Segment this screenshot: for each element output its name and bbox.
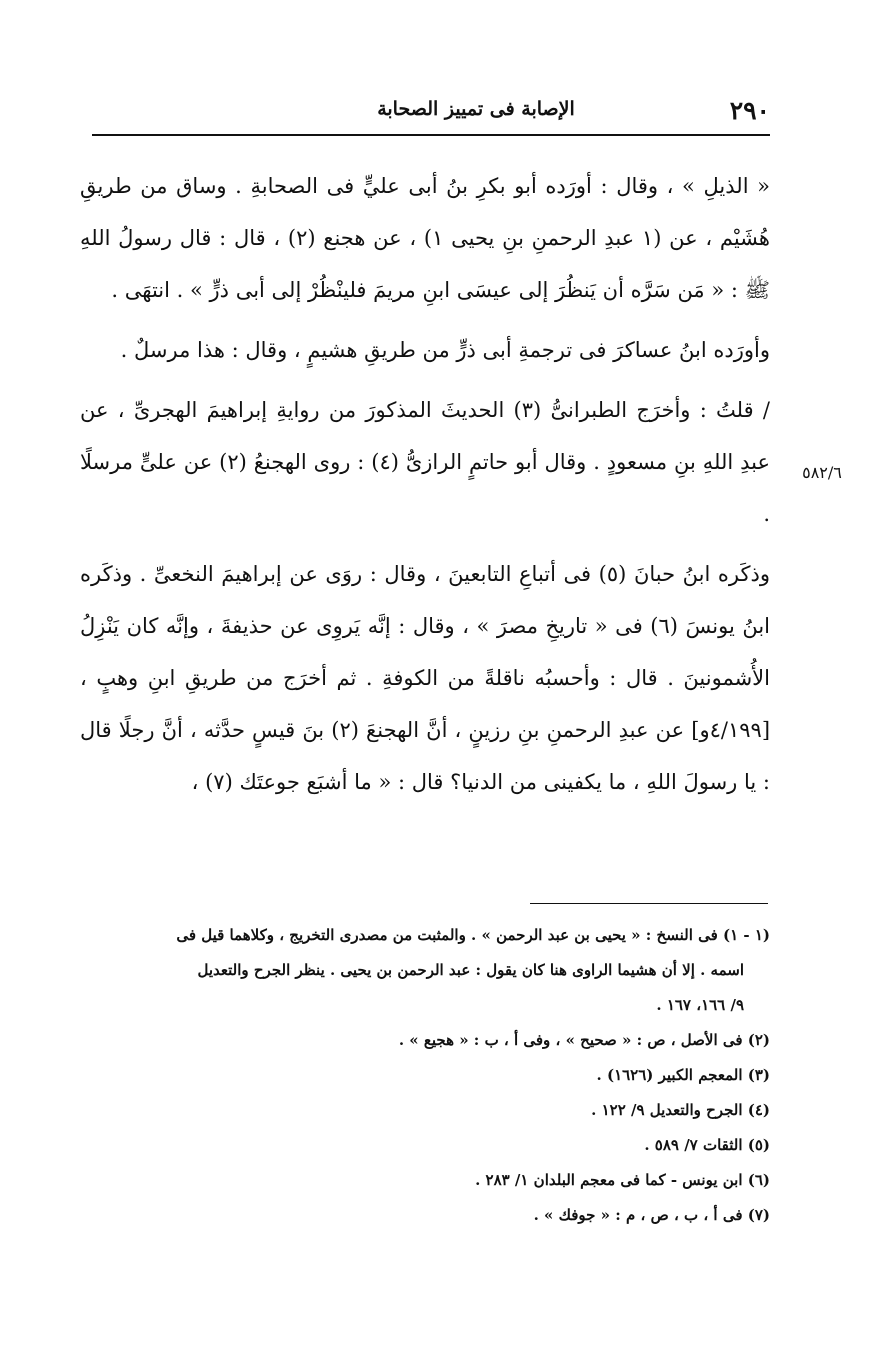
footnote-rule	[530, 903, 768, 904]
running-header	[92, 92, 770, 132]
footnote-line: (١ - ١) فى النسخ : « يحيى بن عبد الرحمن » . والمثبت من مصدرى التخريج ، وكلاهما قيل فى	[176, 926, 770, 944]
running-title: الإصابة فى تمييز الصحابة	[377, 98, 575, 120]
paragraph: وأورَده ابنُ عساكرَ فى ترجمةِ أبى ذرٍّ من طريقِ هشيمٍ ، وقال : هذا مرسلٌ .	[120, 338, 770, 362]
footnote-line: (٧) فى أ ، ب ، ص ، م : « جوفك » .	[533, 1206, 770, 1224]
footnote-line: (٥) الثقات ٧/ ٥٨٩ .	[644, 1136, 770, 1154]
footnote-line: اسمه . إلا أن هشيما الراوى هنا كان يقول : عبد الرحمن بن يحيى . ينظر الجرح والتعديل	[197, 961, 744, 979]
footnote-line: (٣) المعجم الكبير (١٦٢٦) .	[596, 1066, 770, 1084]
margin-reference: ٥٨٢/٦	[802, 463, 842, 482]
footnotes	[80, 918, 770, 1233]
footnote-line: (٦) ابن يونس - كما فى معجم البلدان ١/ ٢٨٣ .	[475, 1171, 770, 1189]
main-text	[80, 160, 770, 808]
footnote-line: (٤) الجرح والتعديل ٩/ ١٢٢ .	[591, 1101, 770, 1119]
footnote-line: (٢) فى الأصل ، ص : « صحيح » ، وفى أ ، ب : « هجيع » .	[398, 1031, 770, 1049]
footnote-line: ٩/ ١٦٦، ١٦٧ .	[656, 996, 744, 1014]
header-rule	[92, 134, 770, 136]
paragraph: « الذيلِ » ، وقال : أورَده أبو بكرِ بنُ أبى عليٍّ فى الصحابةِ . وساق من طريقِ هُشَيْم ، عن (١ عبدِ الرحمنِ بنِ يحيى ١) ، عن هجنع (٢) ، قال : قال رسولُ اللهِ ﷺ : « مَن سَرَّه أن يَنظُرَ إلى عيسَى ابنِ مريمَ فلينْظُرْ إلى أبى ذرٍّ » . انتهَى .	[80, 174, 770, 302]
paragraph: وذكَره ابنُ حبانَ (٥) فى أتباعِ التابعينَ ، وقال : روَى عن إبراهيمَ النخعىِّ . وذكَره ابنُ يونسَ (٦) فى « تاريخِ مصرَ » ، وقال : إنَّه يَروِى عن حذيفةَ ، وإنَّه كان يَنْزِلُ الأُشمونينَ . قال : وأحسبُه ناقلةً من الكوفةِ . ثم أخرَج من طريقِ ابنِ وهبٍ ، [٤/١٩٩و] عن عبدِ الرحمنِ بنِ رزينٍ ، أنَّ الهجنعَ (٢) بنَ قيسٍ حدَّثه ، أنَّ رجلًا قال : يا رسولَ اللهِ ، ما يكفينى من الدنيا؟ قال : « ما أشبَع جوعتَك (٧) ،	[80, 562, 771, 794]
paragraph: / قلتُ : وأخرَج الطبرانىُّ (٣) الحديثَ المذكورَ من روايةِ إبراهيمَ الهجرىِّ ، عن عبدِ اللهِ بنِ مسعودٍ . وقال أبو حاتمٍ الرازىُّ (٤) : روى الهجنعُ (٢) عن علىٍّ مرسلًا .	[80, 398, 771, 526]
page-number: ٢٩٠	[729, 96, 770, 125]
